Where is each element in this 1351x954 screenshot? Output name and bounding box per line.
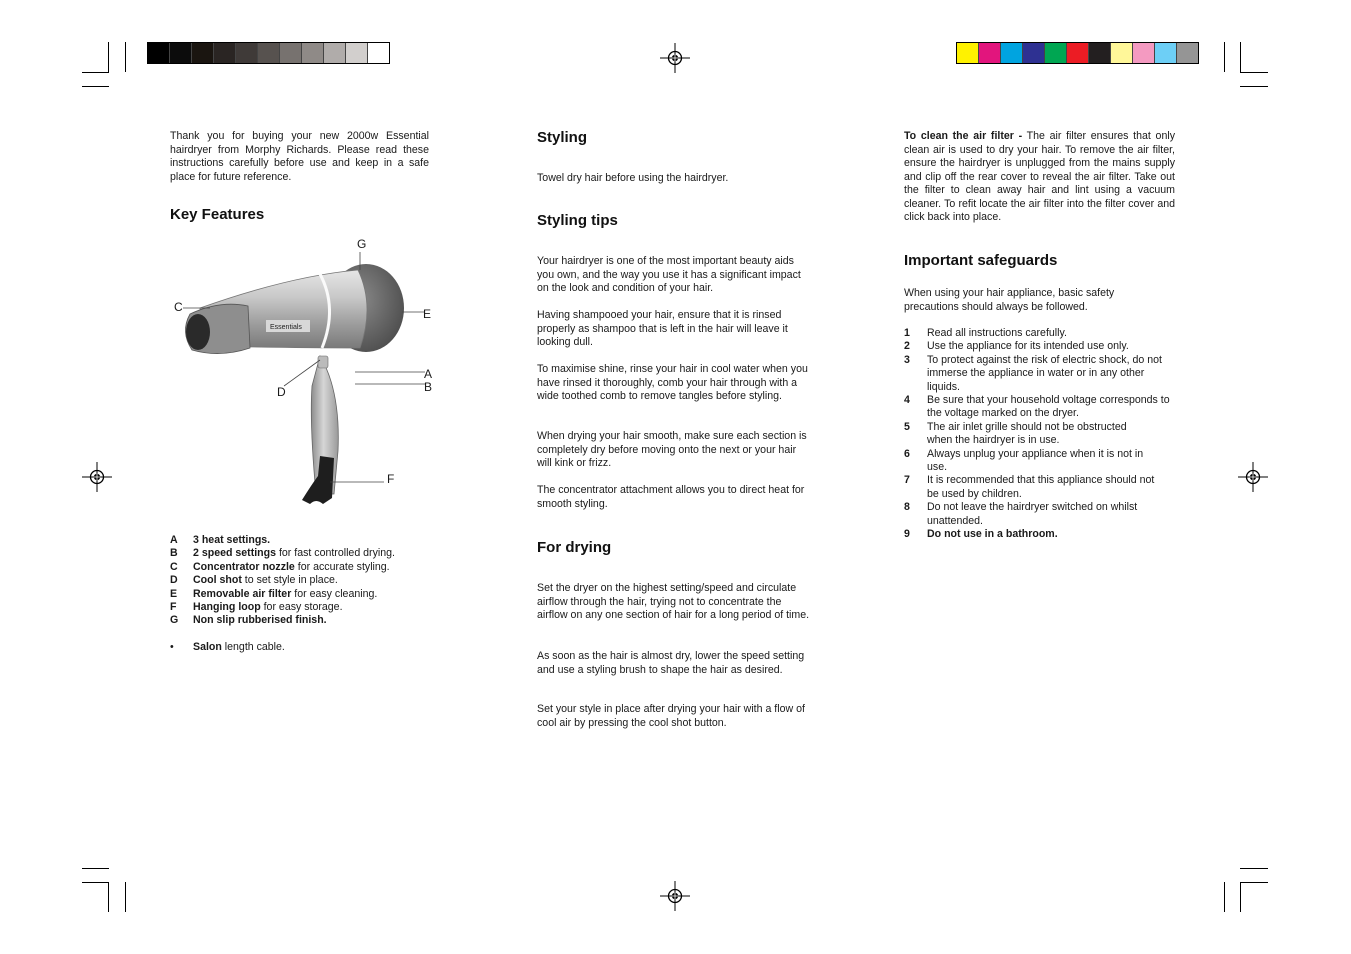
feature-item: F Hanging loop for easy storage. (170, 601, 343, 614)
process-swatch (979, 43, 1001, 63)
feature-list (170, 534, 430, 654)
registration-mark-top (660, 43, 690, 73)
intro-paragraph: Thank you for buying your new 2000w Essential hairdryer from Morphy Richards. Please read these instructions carefully before use and keep in a safe place for future reference. (170, 130, 429, 183)
styling-heading: Styling (537, 129, 588, 146)
air-filter-text: The air filter ensures that only clean air is used to dry your hair. To remove the air filter, ensure the hairdryer is unplugged from the mains supply and clip off the rear cover to reveal the air filter. Take out the filter to clean away hair and lint using a vacuum cleaner. To refit locate the air filter into the filter cover and click back into place. (904, 130, 1175, 223)
callout-c: C (174, 300, 183, 314)
callout-g: G (357, 237, 367, 251)
feature-item: C Concentrator nozzle for accurate styling. (170, 560, 390, 573)
safeguard-item: 1 Read all instructions carefully. (904, 327, 1067, 339)
grayscale-swatch (280, 43, 302, 63)
styling-tip-paragraph: Your hairdryer is one of the most important beauty aids you own, and the way you use it has a significant impact on the look and condition of your hair. (537, 255, 801, 294)
brand-label: Essentials (270, 324, 302, 331)
styling-tip-paragraph: The concentrator attachment allows you to direct heat for smooth styling. (537, 484, 805, 510)
key-features-heading: Key Features (170, 206, 265, 223)
grayscale-swatch (258, 43, 280, 63)
grayscale-swatch (148, 43, 170, 63)
safeguard-list (904, 327, 1176, 542)
registration-mark-left (82, 462, 112, 492)
grayscale-swatch (170, 43, 192, 63)
styling-tip-paragraph: Having shampooed your hair, ensure that it is rinsed properly as shampoo that is left in the hair will leave it looking dull. (537, 309, 788, 348)
drying-paragraph: As soon as the hair is almost dry, lower the speed setting and use a styling brush to shape the hair as desired. (537, 650, 805, 676)
feature-item: A 3 heat settings. (170, 534, 271, 546)
process-swatch (1045, 43, 1067, 63)
process-swatch (1067, 43, 1089, 63)
process-swatch (1155, 43, 1177, 63)
styling-tip-paragraph: To maximise shine, rinse your hair in cool water when you have rinsed it thoroughly, comb your hair through with a wide toothed comb to remove tangles before styling. (537, 363, 808, 402)
grayscale-swatch (346, 43, 368, 63)
safeguard-item: 4 Be sure that your household voltage corresponds to the voltage marked on the dryer. (904, 394, 1170, 420)
callout-a: A (424, 367, 433, 381)
safeguards-heading: Important safeguards (904, 252, 1058, 269)
callout-lines (170, 236, 440, 496)
air-filter-lead: To clean the air filter - (904, 130, 1023, 142)
grayscale-swatch (236, 43, 258, 63)
safeguard-item: 6 Always unplug your appliance when it is not in use. (904, 447, 1144, 474)
process-swatch (1133, 43, 1155, 63)
feature-item: D Cool shot to set style in place. (170, 574, 338, 587)
drying-paragraph: Set your style in place after drying your hair with a flow of cool air by pressing the cool shot button. (537, 703, 805, 729)
process-swatch (1089, 43, 1111, 63)
process-swatch (957, 43, 979, 63)
feature-item: E Removable air filter for easy cleaning. (170, 587, 378, 600)
drying-paragraph: Set the dryer on the highest setting/speed and circulate airflow through the hair, trying not to concentrate the airflow on any one section of hair for a long period of time. (537, 582, 810, 621)
styling-tip-paragraph: When drying your hair smooth, make sure each section is completely dry before moving onto the next or your hair will kink or frizz. (537, 430, 807, 469)
process-swatch (1177, 43, 1198, 63)
safeguards-intro: When using your hair appliance, basic safety precautions should always be followed. (904, 287, 1115, 313)
styling-text: Towel dry hair before using the hairdryer. (537, 172, 729, 184)
feature-item: B 2 speed settings for fast controlled drying. (170, 547, 395, 560)
callout-d: D (277, 385, 286, 399)
callout-b: B (424, 380, 433, 394)
grayscale-swatch (192, 43, 214, 63)
grayscale-swatch (302, 43, 324, 63)
registration-mark-right (1238, 462, 1268, 492)
process-swatch (1001, 43, 1023, 63)
safeguard-item: 9 Do not use in a bathroom. (904, 528, 1058, 541)
callout-f: F (387, 472, 395, 486)
process-swatch (1023, 43, 1045, 63)
for-drying-heading: For drying (537, 539, 612, 556)
feature-bullet: • Salon length cable. (170, 640, 285, 653)
safeguard-item: 8 Do not leave the hairdryer switched on whilst unattended. (904, 501, 1138, 527)
process-color-bar (956, 42, 1199, 64)
grayscale-swatch (324, 43, 346, 63)
grayscale-color-bar (147, 42, 390, 64)
callout-e: E (423, 307, 432, 321)
safeguard-item: 7 It is recommended that this appliance should not be used by children. (904, 474, 1155, 500)
safeguard-item: 3 To protect against the risk of electric shock, do not immerse the appliance in water or in any other liquids. (904, 353, 1162, 393)
feature-item: G Non slip rubberised finish. (170, 614, 327, 627)
process-swatch (1111, 43, 1133, 63)
safeguard-item: 5 The air inlet grille should not be obstructed when the hairdryer is in use. (904, 420, 1127, 447)
grayscale-swatch (214, 43, 236, 63)
air-filter-paragraph (904, 130, 1175, 225)
registration-mark-bottom (660, 881, 690, 911)
grayscale-swatch (368, 43, 389, 63)
safeguard-item: 2 Use the appliance for its intended use only. (904, 340, 1129, 353)
styling-tips-heading: Styling tips (537, 212, 618, 229)
